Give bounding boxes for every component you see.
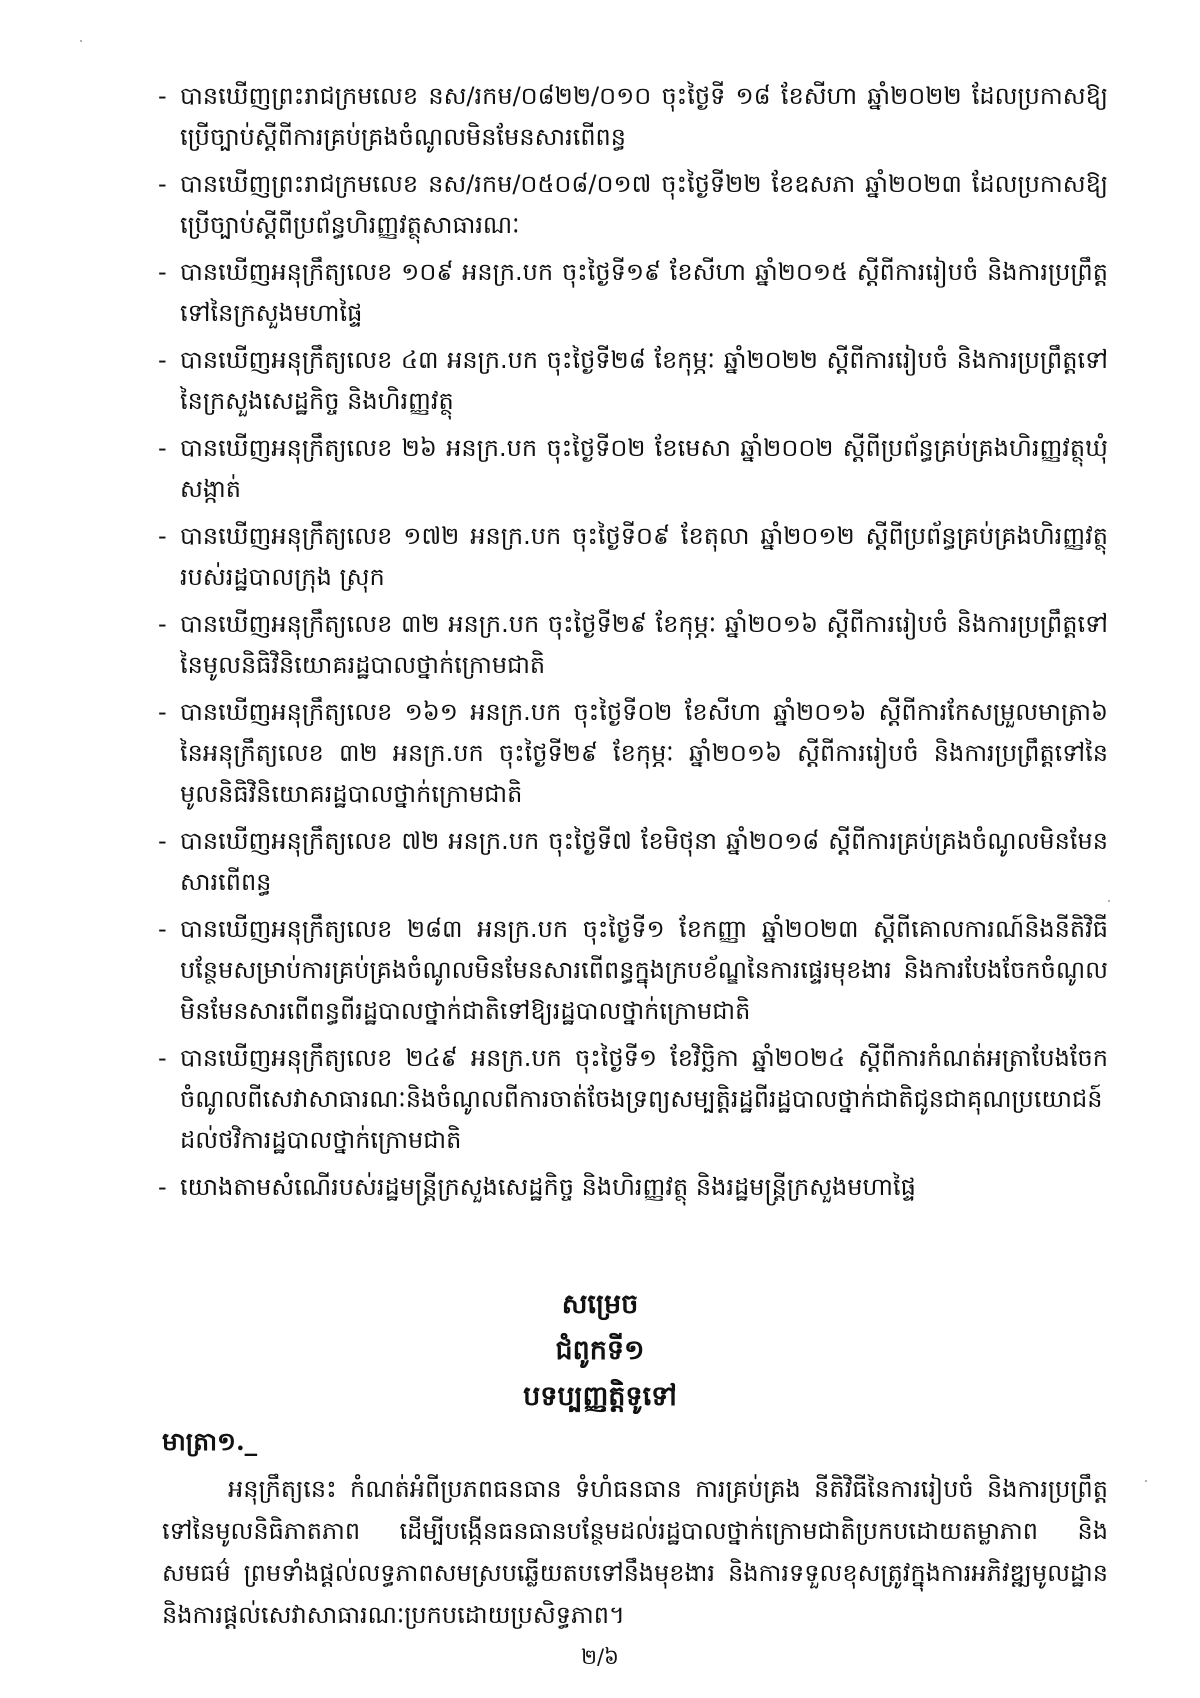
scan-speck bbox=[1145, 1480, 1147, 1482]
chapter-number: ជំពូកទី១ bbox=[555, 1335, 645, 1366]
decision-title: សម្រេច bbox=[561, 1289, 639, 1320]
preamble-clause: - បានឃើញព្រះរាជក្រមលេខ នស/រកម/០៥០៨/០១៧ ចុះថ្ងៃទី២២ ខែឧសភា ឆ្នាំ២០២៣ ដែលប្រកាសឱ្យប្រើច្បាប់ស្តីពីប្រព័ន្ធហិរញ្ញវត្ថុសាធារណៈ bbox=[158, 164, 1108, 246]
preamble-clause: - បានឃើញអនុក្រឹត្យលេខ ២៨៣ អនក្រ.បក ចុះថ្ងៃទី១ ខែកញ្ញា ឆ្នាំ២០២៣ ស្តីពីគោលការណ៍និងនីតិវិធីបន្ថែមសម្រាប់ការគ្រប់គ្រងចំណូលមិនមែនសារពើពន្ធក្នុងក្របខ័ណ្ឌនៃការផ្ទេរមុខងារ និងការបែងចែកចំណូលមិនមែនសារពើពន្ធពីរដ្ឋបាលថ្នាក់ជាតិទៅឱ្យរដ្ឋបាលថ្នាក់ក្រោមជាតិ bbox=[158, 909, 1108, 1032]
preamble-clause: - បានឃើញអនុក្រឹត្យលេខ ១៧២ អនក្រ.បក ចុះថ្ងៃទី០៩ ខែតុលា ឆ្នាំ២០១២ ស្តីពីប្រព័ន្ធគ្រប់គ្រងហិរញ្ញវត្ថុរបស់រដ្ឋបាលក្រុង ស្រុក bbox=[158, 516, 1108, 598]
decision-block bbox=[0, 1282, 1200, 1420]
preamble-clauses bbox=[158, 76, 1108, 1214]
preamble-clause: - យោងតាមសំណើរបស់រដ្ឋមន្ត្រីក្រសួងសេដ្ឋកិច្ច និងហិរញ្ញវត្ថុ និងរដ្ឋមន្ត្រីក្រសួងមហាផ្ទៃ bbox=[158, 1167, 1108, 1208]
scan-speck bbox=[1108, 900, 1110, 902]
preamble-clause: - បានឃើញអនុក្រឹត្យលេខ ២៦ អនក្រ.បក ចុះថ្ងៃទី០២ ខែមេសា ឆ្នាំ២០០២ ស្តីពីប្រព័ន្ធគ្រប់គ្រងហិរញ្ញវត្ថុឃុំ សង្កាត់ bbox=[158, 428, 1108, 510]
preamble-clause: - បានឃើញអនុក្រឹត្យលេខ ៧២ អនក្រ.បក ចុះថ្ងៃទី៧ ខែមិថុនា ឆ្នាំ២០១៨ ស្តីពីការគ្រប់គ្រងចំណូលមិនមែនសារពើពន្ធ bbox=[158, 821, 1108, 903]
preamble-clause: - បានឃើញអនុក្រឹត្យលេខ ១៦១ អនក្រ.បក ចុះថ្ងៃទី០២ ខែសីហា ឆ្នាំ២០១៦ ស្តីពីការកែសម្រួលមាត្រា៦ នៃអនុក្រឹត្យលេខ ៣២ អនក្រ.បក ចុះថ្ងៃទី២៩ ខែកុម្ភៈ ឆ្នាំ២០១៦ ស្តីពីការរៀបចំ និងការប្រព្រឹត្តទៅនៃមូលនិធិវិនិយោគរដ្ឋបាលថ្នាក់ក្រោមជាតិ bbox=[158, 692, 1108, 815]
page-number: ២/៦ bbox=[581, 1645, 619, 1669]
article-title: មាត្រា១._ bbox=[162, 1427, 258, 1456]
article-body: អនុក្រឹត្យនេះ កំណត់អំពីប្រភពធនធាន ទំហំធនធាន ការគ្រប់គ្រង នីតិវិធីនៃការរៀបចំ និងការប្រព្រឹត្តទៅនៃមូលនិធិភាតភាព ដើម្បីបង្កើនធនធានបន្ថែមដល់រដ្ឋបាលថ្នាក់ក្រោមជាតិប្រកបដោយតម្លាភាព និងសមធម៌ ព្រមទាំងផ្តល់លទ្ធភាពសមស្របឆ្លើយតបទៅនឹងមុខងារ និងការទទួលខុសត្រូវក្នុងការអភិវឌ្ឍមូលដ្ឋាន និងការផ្តល់សេវាសាធារណៈប្រកបដោយប្រសិទ្ធភាព។ bbox=[162, 1475, 1108, 1629]
preamble-clause: - បានឃើញអនុក្រឹត្យលេខ ៣២ អនក្រ.បក ចុះថ្ងៃទី២៩ ខែកុម្ភៈ ឆ្នាំ២០១៦ ស្តីពីការរៀបចំ និងការប្រព្រឹត្តទៅនៃមូលនិធិវិនិយោគរដ្ឋបាលថ្នាក់ក្រោមជាតិ bbox=[158, 604, 1108, 686]
preamble-clause: - បានឃើញអនុក្រឹត្យលេខ ២៤៩ អនក្រ.បក ចុះថ្ងៃទី១ ខែវិច្ឆិកា ឆ្នាំ២០២៤ ស្តីពីការកំណត់អត្រាបែងចែកចំណូលពីសេវាសាធារណៈនិងចំណូលពីការចាត់ចែងទ្រព្យសម្បត្តិរដ្ឋពីរដ្ឋបាលថ្នាក់ជាតិជូនជាគុណប្រយោជន៍ដល់ថវិការដ្ឋបាលថ្នាក់ក្រោមជាតិ bbox=[158, 1038, 1108, 1161]
preamble-clause: - បានឃើញអនុក្រឹត្យលេខ ១០៩ អនក្រ.បក ចុះថ្ងៃទី១៩ ខែសីហា ឆ្នាំ២០១៥ ស្តីពីការរៀបចំ និងការប្រព្រឹត្តទៅនៃក្រសួងមហាផ្ទៃ bbox=[158, 252, 1108, 334]
preamble-clause: - បានឃើញអនុក្រឹត្យលេខ ៤៣ អនក្រ.បក ចុះថ្ងៃទី២៨ ខែកុម្ភៈ ឆ្នាំ២០២២ ស្តីពីការរៀបចំ និងការប្រព្រឹត្តទៅនៃក្រសួងសេដ្ឋកិច្ច និងហិរញ្ញវត្ថុ bbox=[158, 340, 1108, 422]
chapter-title: បទប្បញ្ញត្តិទូទៅ bbox=[523, 1381, 677, 1412]
scan-speck bbox=[80, 40, 82, 42]
preamble-clause: - បានឃើញព្រះរាជក្រមលេខ នស/រកម/០៨២២/០១០ ចុះថ្ងៃទី ១៨ ខែសីហា ឆ្នាំ២០២២ ដែលប្រកាសឱ្យប្រើច្បាប់ស្តីពីការគ្រប់គ្រងចំណូលមិនមែនសារពើពន្ធ bbox=[158, 76, 1108, 158]
